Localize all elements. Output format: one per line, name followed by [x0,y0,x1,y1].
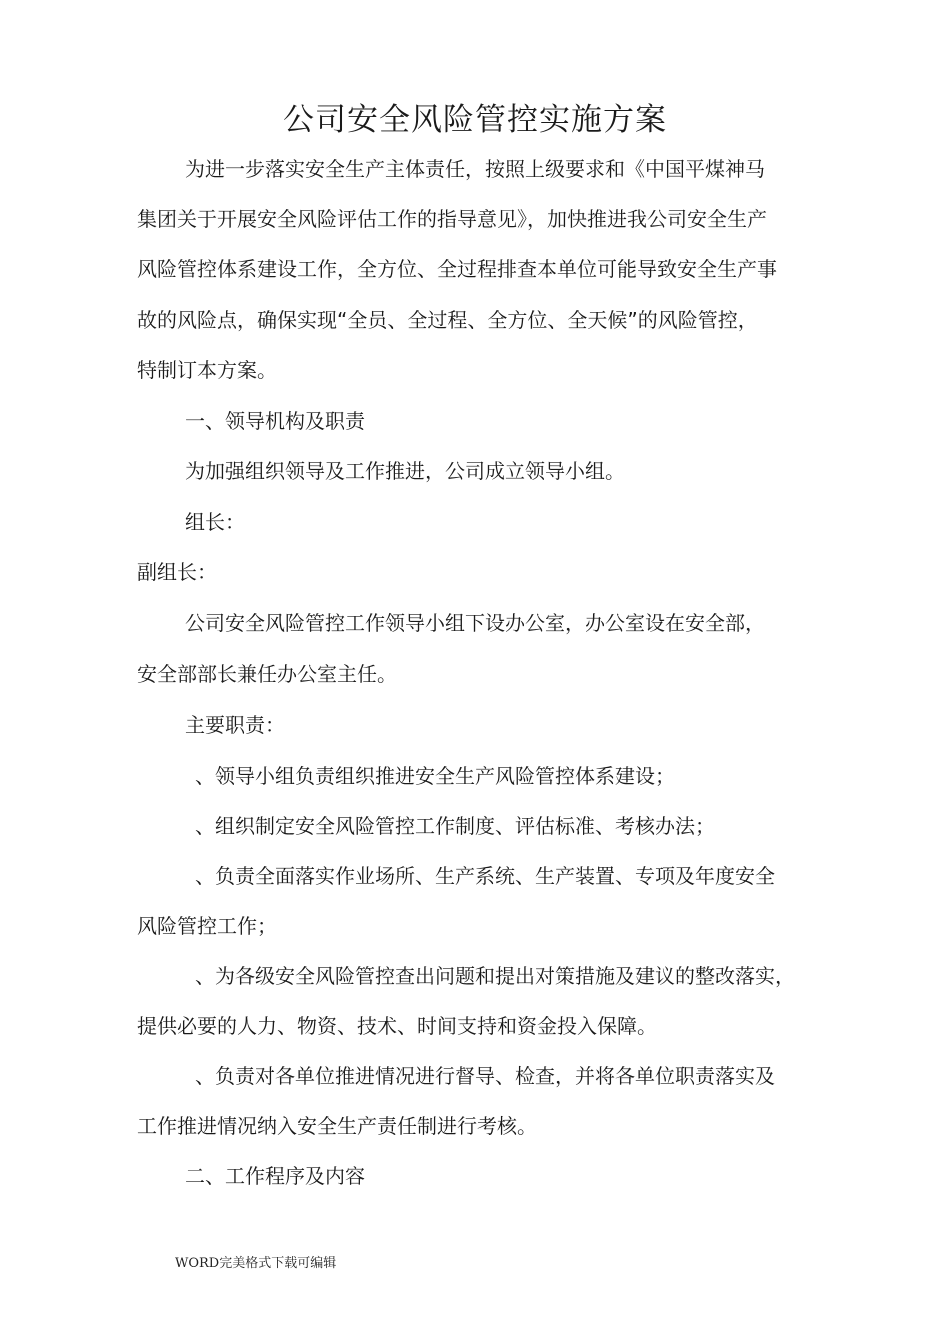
paragraph-line: 故的风险点，确保实现“全员、全过程、全方位、全天候”的风险管控， [137,308,758,332]
paragraph-line: 为加强组织领导及工作推进，公司成立领导小组。 [185,459,625,483]
paragraph-line: 风险管控体系建设工作，全方位、全过程排查本单位可能导致安全生产事 [137,257,777,281]
duty-item-continued: 提供必要的人力、物资、技术、时间支持和资金投入保障。 [137,1014,657,1038]
deputy-leader-label: 副组长： [137,560,217,584]
team-leader-label: 组长： [185,510,245,534]
duty-item-continued: 风险管控工作； [137,914,277,938]
duty-item: 、领导小组负责组织推进安全生产风险管控体系建设； [195,764,675,788]
page-footer: WORD完美格式下载可编辑 [175,1256,337,1271]
duty-item: 、负责对各单位推进情况进行督导、检查，并将各单位职责落实及 [195,1064,775,1088]
document-title: 公司安全风险管控实施方案 [283,102,667,138]
paragraph-line: 为进一步落实安全生产主体责任，按照上级要求和《中国平煤神马 [185,157,765,181]
duty-item: 、负责全面落实作业场所、生产系统、生产装置、专项及年度安全 [195,864,775,888]
section-heading-1: 一、领导机构及职责 [185,409,365,433]
duties-heading: 主要职责： [185,713,285,737]
paragraph-line: 安全部部长兼任办公室主任。 [137,662,397,686]
paragraph-line: 公司安全风险管控工作领导小组下设办公室，办公室设在安全部， [185,611,765,635]
duty-item-continued: 工作推进情况纳入安全生产责任制进行考核。 [137,1114,537,1138]
duty-item: 、为各级安全风险管控查出问题和提出对策措施及建议的整改落实， [195,964,795,988]
paragraph-line: 特制订本方案。 [137,358,277,382]
paragraph-line: 集团关于开展安全风险评估工作的指导意见》，加快推进我公司安全生产 [137,207,767,231]
section-heading-2: 二、工作程序及内容 [185,1164,365,1188]
duty-item: 、组织制定安全风险管控工作制度、评估标准、考核办法； [195,814,715,838]
